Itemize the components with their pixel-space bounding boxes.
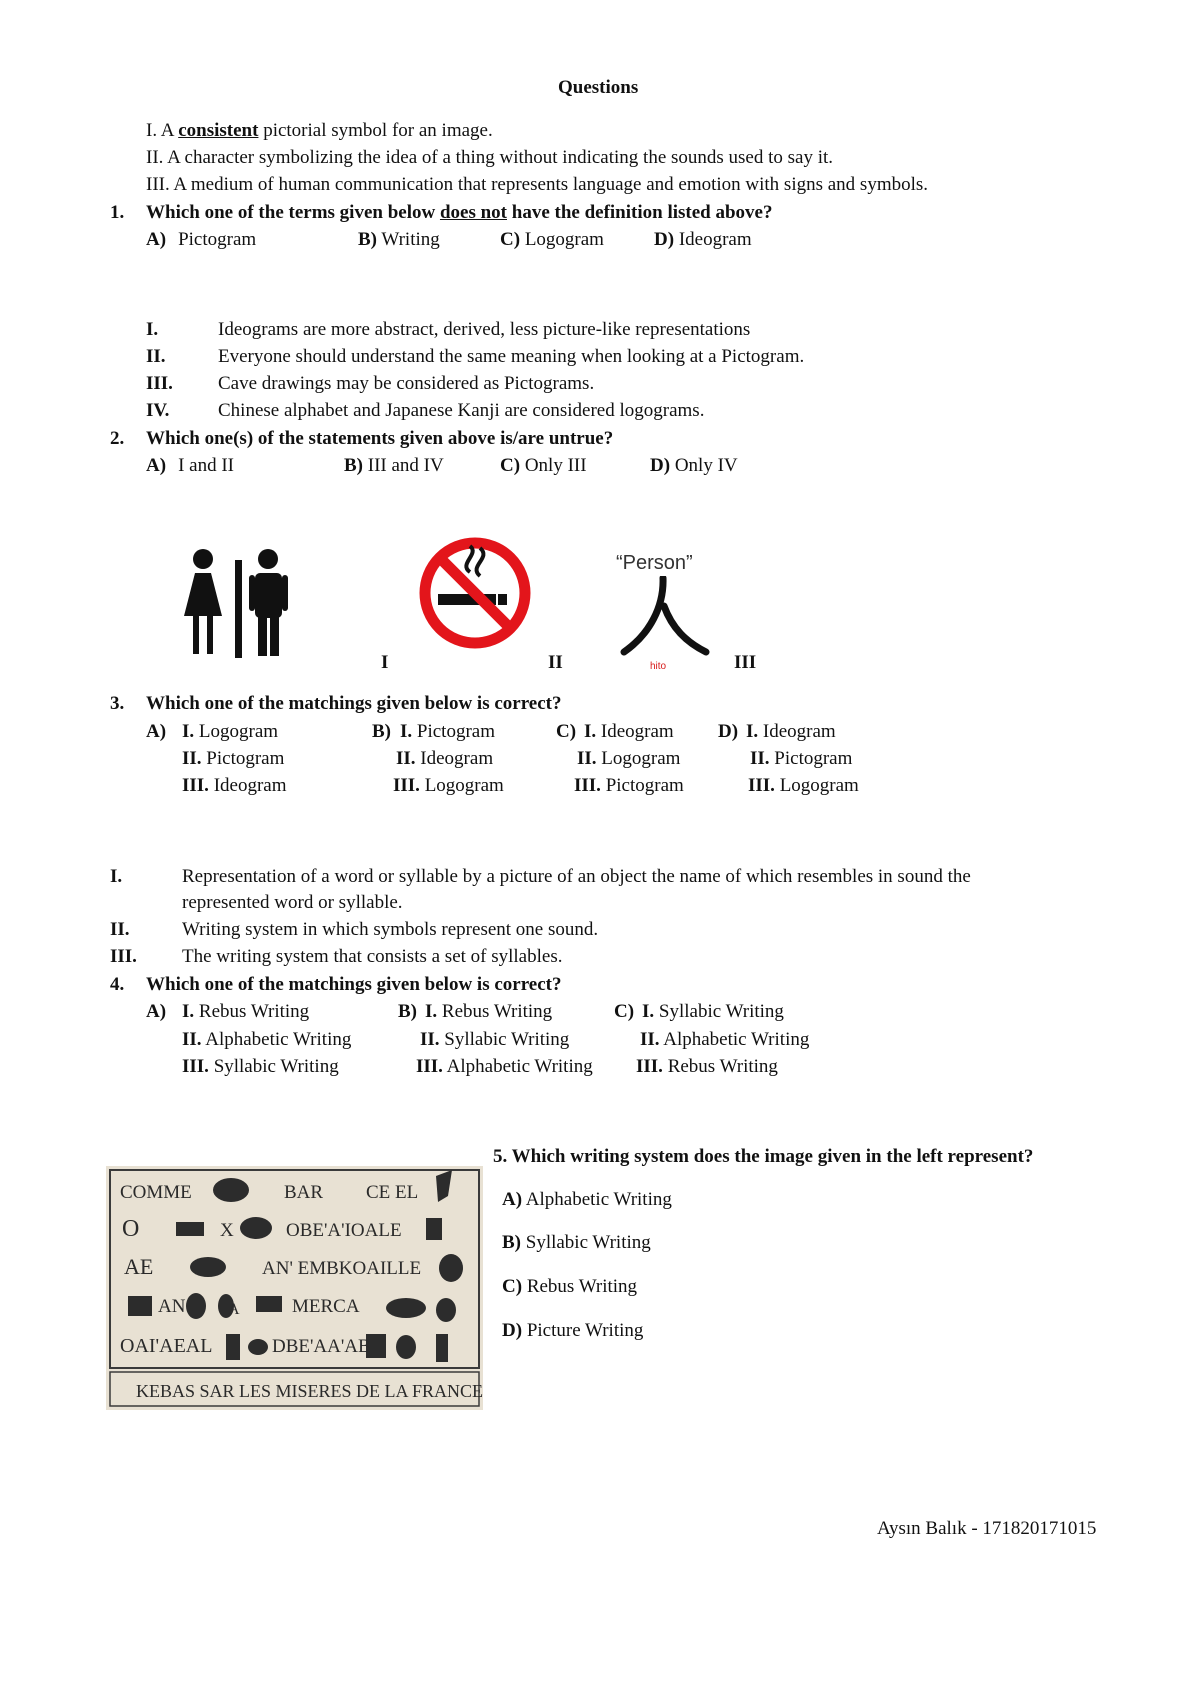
person-kanji-logogram xyxy=(620,576,710,656)
q3-b-t1: Pictogram xyxy=(416,721,496,742)
rebus-row-1b: BAR xyxy=(284,1182,324,1203)
q3-c-t3: Pictogram xyxy=(605,775,684,796)
q3-option-c-line2 xyxy=(577,749,680,768)
q1-option-c-letter: C) xyxy=(500,229,521,250)
q5-option-c-letter: C) xyxy=(502,1276,523,1297)
q2-statement-4-text: Chinese alphabet and Japanese Kanji are considered logograms. xyxy=(218,400,705,421)
q2-statement-2-number: II. xyxy=(146,346,166,367)
q3-c-t1: Ideogram xyxy=(600,721,674,742)
q1-question-prefix: Which one of the terms given below xyxy=(146,202,440,223)
q1-number: 1. xyxy=(110,202,125,223)
q4-option-c-line3 xyxy=(636,1057,778,1076)
q4-c-l3: III. xyxy=(636,1056,663,1077)
q4-option-a-line3 xyxy=(182,1057,339,1076)
q3-d-t3: Logogram xyxy=(779,775,859,796)
q3-number: 3. xyxy=(110,693,125,714)
q3-a-l3: III. xyxy=(182,775,209,796)
q5-option-c[interactable] xyxy=(502,1277,637,1296)
q4-def-1-number: I. xyxy=(110,866,123,887)
page-title: Questions xyxy=(558,77,639,98)
q4-option-a-letter[interactable]: A) xyxy=(146,1001,167,1022)
q4-def-1-continued: represented word or syllable. xyxy=(182,892,403,913)
q1-def1-prefix: I. A xyxy=(146,120,179,141)
q2-option-c[interactable] xyxy=(500,456,587,475)
q1-option-a[interactable] xyxy=(146,230,256,249)
q3-option-d-line1 xyxy=(746,722,836,741)
q4-def-1-text: Representation of a word or syllable by a picture of an object the name of which resembles in sound the xyxy=(182,866,971,887)
q3-a-t2: Pictogram xyxy=(206,748,285,769)
rebus-row-2c: OBE'A'IOALE xyxy=(286,1220,402,1241)
q4-option-a-line2 xyxy=(182,1030,351,1049)
q3-option-d-letter[interactable]: D) xyxy=(718,721,739,742)
q3-d-l3: III. xyxy=(748,775,775,796)
q1-def1-underlined: consistent xyxy=(178,120,259,141)
q2-question: Which one(s) of the statements given above is/are untrue? xyxy=(146,428,614,449)
q2-number: 2. xyxy=(110,428,125,449)
q3-option-c-letter[interactable]: C) xyxy=(556,721,577,742)
q5-option-a-letter: A) xyxy=(502,1189,523,1210)
q1-option-b-letter: B) xyxy=(358,229,377,250)
q1-option-a-text: Pictogram xyxy=(178,229,257,250)
restroom-pictogram xyxy=(182,548,294,660)
q2-statement-1-text: Ideograms are more abstract, derived, less picture-like representations xyxy=(218,319,751,340)
q3-a-t1: Logogram xyxy=(198,721,279,742)
q1-option-d-text: Ideogram xyxy=(678,229,752,250)
q3-option-d-line2 xyxy=(750,749,852,768)
q4-b-t3: Alphabetic Writing xyxy=(446,1056,593,1077)
q2-option-a-letter: A) xyxy=(146,455,167,476)
q4-option-b-line1 xyxy=(425,1002,552,1021)
q2-statement-1-number: I. xyxy=(146,319,159,340)
q4-b-l1: I. xyxy=(425,1001,438,1022)
person-caption: “Person” xyxy=(616,552,693,574)
q3-option-b-line3 xyxy=(393,776,504,795)
q5-option-b-text: Syllabic Writing xyxy=(525,1232,651,1253)
q5-option-d[interactable] xyxy=(502,1321,643,1340)
q4-b-l2: II. xyxy=(420,1029,440,1050)
q4-a-l3: III. xyxy=(182,1056,209,1077)
q1-option-c[interactable] xyxy=(500,230,604,249)
q4-option-c-line2 xyxy=(640,1030,809,1049)
q4-a-t2: Alphabetic Writing xyxy=(205,1029,352,1050)
image-label-i: I xyxy=(381,652,389,673)
q2-option-b-text: III and IV xyxy=(367,455,444,476)
rebus-row-2b: X xyxy=(220,1220,234,1241)
q5-option-c-text: Rebus Writing xyxy=(526,1276,638,1297)
q3-option-d-line3 xyxy=(748,776,859,795)
q3-c-l2: II. xyxy=(577,748,597,769)
q1-definition-1 xyxy=(146,121,493,140)
rebus-row-1a: COMME xyxy=(120,1182,192,1203)
q4-c-l1: I. xyxy=(642,1001,655,1022)
q3-a-l2: II. xyxy=(182,748,202,769)
q2-option-c-letter: C) xyxy=(500,455,521,476)
author-footer: Aysın Balık - 171820171015 xyxy=(877,1518,1097,1539)
q4-option-c-line1 xyxy=(642,1002,784,1021)
q3-d-t2: Pictogram xyxy=(774,748,853,769)
q4-question: Which one of the matchings given below is correct? xyxy=(146,974,562,995)
image-label-iii: III xyxy=(734,652,757,673)
q2-option-d-letter: D) xyxy=(650,455,671,476)
q4-b-t2: Syllabic Writing xyxy=(444,1029,570,1050)
q3-c-l3: III. xyxy=(574,775,601,796)
q2-option-b-letter: B) xyxy=(344,455,363,476)
q4-a-t3: Syllabic Writing xyxy=(213,1056,339,1077)
q2-statement-3-number: III. xyxy=(146,373,173,394)
q2-option-d[interactable] xyxy=(650,456,738,475)
q5-option-d-letter: D) xyxy=(502,1320,523,1341)
rebus-row-3a: AE xyxy=(124,1254,154,1279)
rebus-row-3b: AN' EMBKOAILLE xyxy=(262,1258,422,1279)
q4-option-a-line1 xyxy=(182,1002,309,1021)
q3-c-l1: I. xyxy=(584,721,597,742)
rebus-row-4a: AN xyxy=(158,1296,186,1317)
q3-question: Which one of the matchings given below is correct? xyxy=(146,693,562,714)
q1-option-a-letter: A) xyxy=(146,229,167,250)
q3-option-b-letter[interactable]: B) xyxy=(372,721,391,742)
q3-a-l1: I. xyxy=(182,721,195,742)
q4-b-t1: Rebus Writing xyxy=(441,1001,553,1022)
q3-a-t3: Ideogram xyxy=(213,775,287,796)
q4-option-b-letter[interactable]: B) xyxy=(398,1001,417,1022)
q3-option-a-line3 xyxy=(182,776,287,795)
q3-b-l1: I. xyxy=(400,721,413,742)
q4-c-t3: Rebus Writing xyxy=(667,1056,778,1077)
q1-option-c-text: Logogram xyxy=(524,229,604,250)
q4-option-b-line3 xyxy=(416,1057,593,1076)
q3-d-t1: Ideogram xyxy=(762,721,836,742)
q3-b-l2: II. xyxy=(396,748,416,769)
q3-option-b-line1 xyxy=(400,722,495,741)
rebus-row-4c: MERCA xyxy=(292,1296,360,1317)
q5-option-b-letter: B) xyxy=(502,1232,521,1253)
q3-b-t3: Logogram xyxy=(424,775,504,796)
q3-option-a-letter[interactable]: A) xyxy=(146,721,167,742)
q1-definition-3: III. A medium of human communication that represents language and emotion with signs and symbols. xyxy=(146,174,929,195)
q4-option-b-line2 xyxy=(420,1030,569,1049)
q5-option-b[interactable] xyxy=(502,1233,651,1252)
hito-caption: hito xyxy=(650,661,667,672)
q1-definition-2: II. A character symbolizing the idea of a thing without indicating the sounds used to say it. xyxy=(146,147,834,168)
rebus-row-5a: OAI'AEAL xyxy=(120,1335,213,1357)
q1-question-underlined: does not xyxy=(439,202,507,223)
q3-b-t2: Ideogram xyxy=(420,748,494,769)
rebus-caption: KEBAS SAR LES MISERES DE LA FRANCE xyxy=(136,1381,483,1401)
q1-def1-suffix: pictorial symbol for an image. xyxy=(258,120,493,141)
q1-option-d[interactable] xyxy=(654,230,752,249)
q5-question: 5. Which writing system does the image given in the left represent? xyxy=(493,1146,1034,1167)
q1-option-d-letter: D) xyxy=(654,229,675,250)
q3-option-b-line2 xyxy=(396,749,493,768)
q3-d-l1: I. xyxy=(746,721,759,742)
q5-option-a[interactable] xyxy=(502,1190,672,1209)
q4-def-2-text: Writing system in which symbols represent one sound. xyxy=(182,919,599,940)
q2-statement-4-number: IV. xyxy=(146,400,170,421)
q2-option-a[interactable] xyxy=(146,456,234,475)
q2-option-c-text: Only III xyxy=(524,455,587,476)
rebus-row-1c: CE EL xyxy=(366,1182,419,1203)
image-label-ii: II xyxy=(548,652,563,673)
q4-a-l1: I. xyxy=(182,1001,195,1022)
q2-option-a-text: I and II xyxy=(178,455,234,476)
rebus-drawing xyxy=(106,1166,483,1410)
q4-b-l3: III. xyxy=(416,1056,443,1077)
q3-option-a-line1 xyxy=(182,722,278,741)
q4-def-3-text: The writing system that consists a set of syllables. xyxy=(182,946,563,967)
q4-number: 4. xyxy=(110,974,125,995)
q4-option-c-letter[interactable]: C) xyxy=(614,1001,635,1022)
q2-option-b[interactable] xyxy=(344,456,444,475)
q4-def-3-number: III. xyxy=(110,946,137,967)
q3-d-l2: II. xyxy=(750,748,770,769)
q1-option-b[interactable] xyxy=(358,230,440,249)
q2-statement-2-text: Everyone should understand the same meaning when looking at a Pictogram. xyxy=(218,346,805,367)
q2-statement-3-text: Cave drawings may be considered as Pictograms. xyxy=(218,373,595,394)
rebus-image xyxy=(106,1166,483,1410)
rebus-row-5b: DBE'AA'AB xyxy=(272,1336,371,1357)
q1-option-b-text: Writing xyxy=(381,229,440,250)
no-smoking-pictogram xyxy=(418,536,532,650)
q3-b-l3: III. xyxy=(393,775,420,796)
q2-option-d-text: Only IV xyxy=(674,455,738,476)
q3-option-a-line2 xyxy=(182,749,284,768)
q4-c-l2: II. xyxy=(640,1029,660,1050)
q4-def-2-number: II. xyxy=(110,919,130,940)
q4-c-t1: Syllabic Writing xyxy=(658,1001,784,1022)
q1-question-suffix: have the definition listed above? xyxy=(507,202,773,223)
q4-c-t2: Alphabetic Writing xyxy=(663,1029,810,1050)
q3-c-t2: Logogram xyxy=(601,748,681,769)
q4-a-l2: II. xyxy=(182,1029,202,1050)
rebus-row-4b: A xyxy=(228,1301,240,1318)
q5-option-a-text: Alphabetic Writing xyxy=(525,1189,672,1210)
q3-option-c-line1 xyxy=(584,722,674,741)
q1-question xyxy=(146,203,772,222)
q4-a-t1: Rebus Writing xyxy=(198,1001,310,1022)
rebus-row-2a: O xyxy=(122,1216,140,1242)
q5-option-d-text: Picture Writing xyxy=(526,1320,644,1341)
q3-option-c-line3 xyxy=(574,776,684,795)
